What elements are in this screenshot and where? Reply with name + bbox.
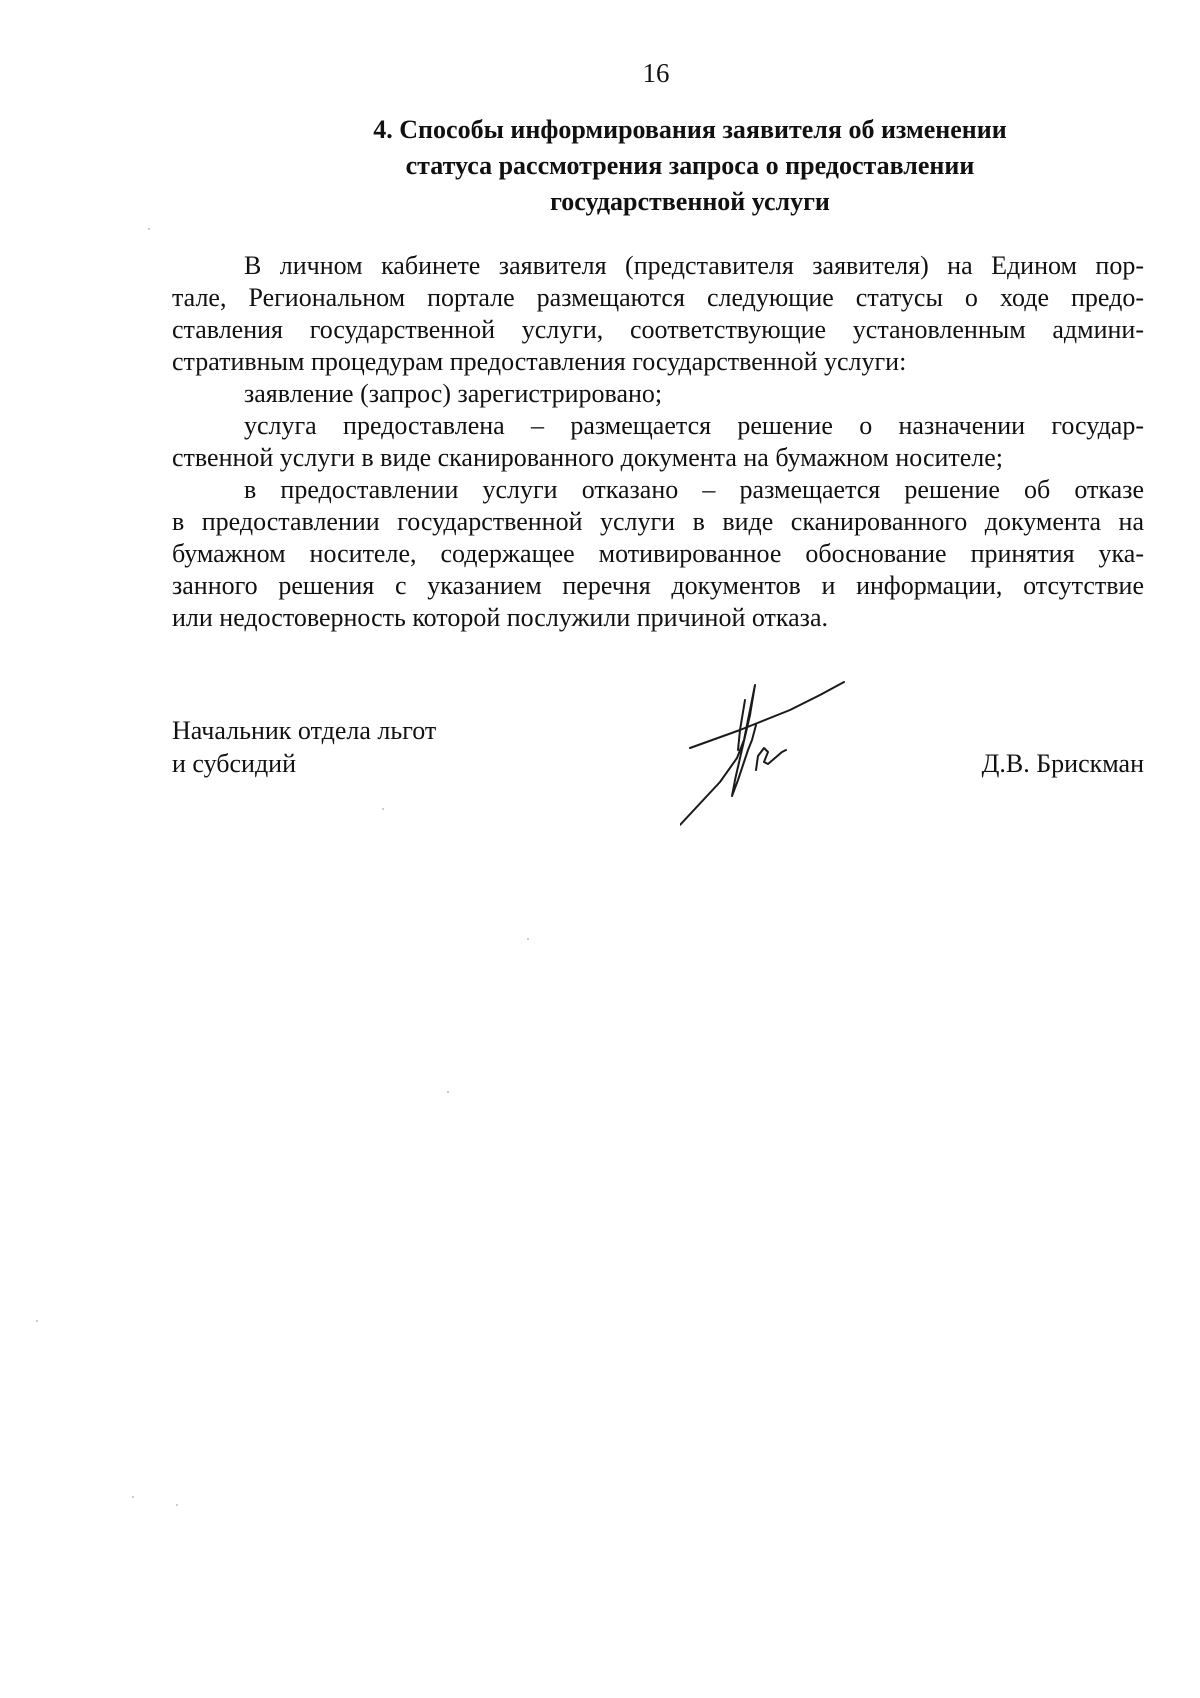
body-line: в предоставлении услуги отказано – размещается решение об отказе bbox=[244, 475, 1144, 504]
body-line: заявление (запрос) зарегистрировано; bbox=[244, 379, 663, 408]
body-line: услуга предоставлена – размещается решение о назначении государ- bbox=[244, 411, 1144, 440]
scan-speck bbox=[148, 228, 150, 230]
signature-icon bbox=[680, 670, 860, 830]
body-text bbox=[172, 250, 1144, 634]
body-line: В личном кабинете заявителя (представителя заявителя) на Едином пор- bbox=[244, 251, 1144, 280]
body-line: ставления государственной услуги, соответствующие установленным админи- bbox=[172, 315, 1144, 344]
scan-speck bbox=[176, 1504, 178, 1506]
page-number: 16 bbox=[642, 58, 670, 88]
section-heading bbox=[300, 112, 1080, 220]
signatory-title-line: Начальник отдела льгот bbox=[172, 716, 437, 745]
body-line: занного решения с указанием перечня документов и информации, отсутствие bbox=[172, 571, 1144, 600]
signatory-name: Д.В. Брискман bbox=[981, 749, 1144, 778]
heading-line: государственной услуги bbox=[550, 187, 830, 216]
signatory-title-line: и субсидий bbox=[172, 749, 297, 778]
body-line: или недостоверность которой послужили причиной отказа. bbox=[172, 603, 828, 632]
scan-speck bbox=[447, 1091, 449, 1093]
scan-speck bbox=[132, 1496, 134, 1498]
body-line: в предоставлении государственной услуги в виде сканированного документа на bbox=[172, 507, 1144, 536]
scan-speck bbox=[382, 808, 384, 810]
body-line: ственной услуги в виде сканированного документа на бумажном носителе; bbox=[172, 443, 1004, 472]
scan-speck bbox=[36, 1320, 38, 1322]
body-line: стративным процедурам предоставления государственной услуги: bbox=[172, 347, 907, 376]
scan-speck bbox=[527, 938, 529, 940]
body-line: тале, Региональном портале размещаются следующие статусы о ходе предо- bbox=[172, 283, 1144, 312]
signatory-title bbox=[172, 714, 436, 780]
heading-line: статуса рассмотрения запроса о предоставлении bbox=[405, 151, 975, 180]
heading-line: 4. Способы информирования заявителя об изменении bbox=[373, 115, 1007, 144]
body-line: бумажном носителе, содержащее мотивированное обоснование принятия ука- bbox=[172, 539, 1144, 568]
